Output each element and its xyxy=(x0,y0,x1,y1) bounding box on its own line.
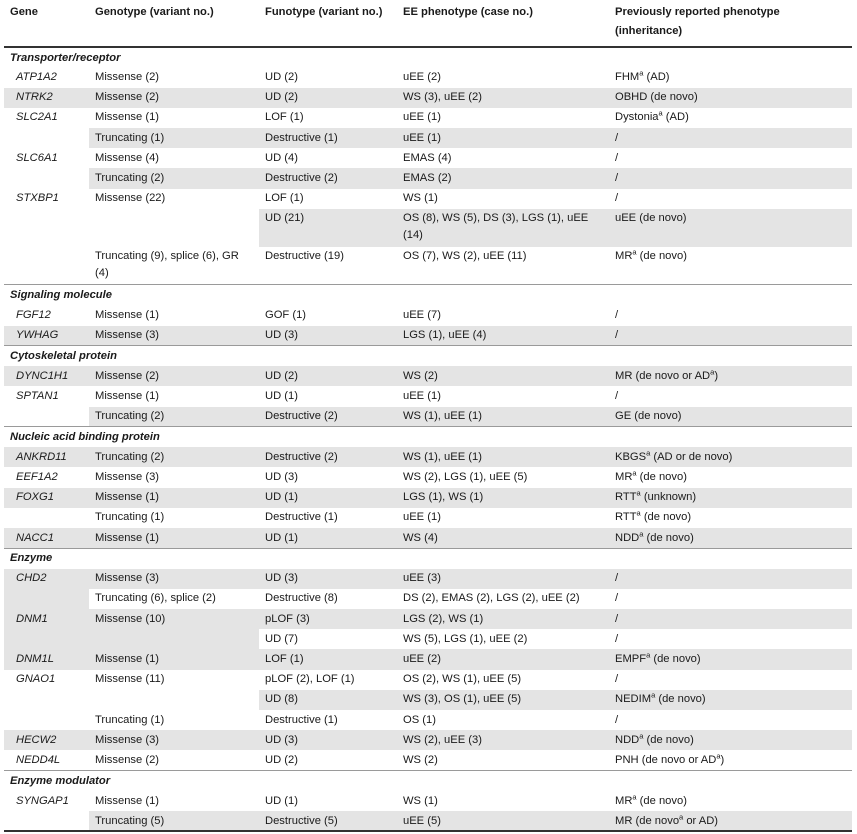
gene-cell: HECW2 xyxy=(4,730,89,750)
gene-cell: EEF1A2 xyxy=(4,467,89,487)
phenotype-text: / xyxy=(615,192,619,205)
table-row xyxy=(4,467,852,487)
genotype-cell: Missense (10) xyxy=(89,609,259,629)
footnote-marker: a xyxy=(632,791,637,801)
phenotype-text: NEDIM xyxy=(615,693,652,706)
genotype-cell: Truncating (2) xyxy=(89,407,259,427)
ee-phenotype-cell: OS (8), WS (5), DS (3), LGS (1), uEE (14) xyxy=(397,209,609,247)
header-row xyxy=(4,0,852,47)
previous-phenotype-cell xyxy=(609,326,852,346)
table-row xyxy=(4,68,852,88)
table-row xyxy=(4,811,852,831)
funotype-cell: Destructive (2) xyxy=(259,447,397,467)
phenotype-text: NDD xyxy=(615,531,640,544)
phenotype-text: KBGS xyxy=(615,450,647,463)
gene-cell: STXBP1 xyxy=(4,189,89,209)
footnote-marker: a xyxy=(636,508,641,518)
ee-phenotype-cell: uEE (1) xyxy=(397,108,609,128)
funotype-cell: UD (1) xyxy=(259,386,397,406)
ee-phenotype-cell: uEE (1) xyxy=(397,386,609,406)
phenotype-text: Dystonia xyxy=(615,111,659,124)
table-row xyxy=(4,366,852,386)
table-row xyxy=(4,386,852,406)
previous-phenotype-cell xyxy=(609,649,852,669)
gene-cell xyxy=(4,209,89,247)
genotype-cell: Missense (3) xyxy=(89,730,259,750)
phenotype-text: / xyxy=(615,131,619,144)
phenotype-text: (de novo) xyxy=(640,511,692,524)
funotype-cell: UD (2) xyxy=(259,366,397,386)
genotype-cell: Missense (2) xyxy=(89,88,259,108)
genotype-cell: Truncating (9), splice (6), GR (4) xyxy=(89,247,259,285)
previous-phenotype-cell xyxy=(609,88,852,108)
footnote-marker: a xyxy=(651,690,656,700)
table-row xyxy=(4,690,852,710)
phenotype-text: (AD) xyxy=(643,71,670,84)
previous-phenotype-cell xyxy=(609,710,852,730)
table-row xyxy=(4,629,852,649)
phenotype-text: (de novo) xyxy=(650,653,701,666)
phenotype-text: / xyxy=(615,172,619,185)
previous-phenotype-cell xyxy=(609,189,852,209)
previous-phenotype-cell xyxy=(609,148,852,168)
genotype-cell: Truncating (1) xyxy=(89,128,259,148)
funotype-cell: Destructive (1) xyxy=(259,508,397,528)
gene-cell: NTRK2 xyxy=(4,88,89,108)
phenotype-text: / xyxy=(615,329,619,342)
ee-phenotype-cell: WS (1), uEE (1) xyxy=(397,407,609,427)
phenotype-text: / xyxy=(615,151,619,164)
genotype-cell: Missense (22) xyxy=(89,189,259,209)
ee-phenotype-cell: WS (5), LGS (1), uEE (2) xyxy=(397,629,609,649)
table-row xyxy=(4,247,852,285)
ee-phenotype-cell: uEE (1) xyxy=(397,508,609,528)
phenotype-text: GE (de novo) xyxy=(615,410,682,423)
header-ee-phenotype: EE phenotype (case no.) xyxy=(397,0,609,47)
gene-cell xyxy=(4,589,89,609)
table-row xyxy=(4,407,852,427)
gene-cell: CHD2 xyxy=(4,569,89,589)
genotype-cell: Missense (1) xyxy=(89,108,259,128)
footnote-marker: a xyxy=(639,68,644,78)
phenotype-text: (de novo) xyxy=(655,693,706,706)
ee-phenotype-cell: OS (7), WS (2), uEE (11) xyxy=(397,247,609,285)
gene-cell xyxy=(4,690,89,710)
phenotype-text: ) xyxy=(720,753,725,766)
table-header xyxy=(4,0,852,47)
table-row xyxy=(4,710,852,730)
genotype-cell: Missense (1) xyxy=(89,488,259,508)
funotype-cell: UD (8) xyxy=(259,690,397,710)
footnote-marker: a xyxy=(710,367,715,377)
phenotype-table xyxy=(4,0,852,832)
ee-phenotype-cell: uEE (5) xyxy=(397,811,609,831)
funotype-cell: UD (3) xyxy=(259,569,397,589)
footnote-marker: a xyxy=(646,448,651,458)
funotype-cell: UD (1) xyxy=(259,488,397,508)
funotype-cell: LOF (1) xyxy=(259,649,397,669)
gene-cell: DNM1L xyxy=(4,649,89,669)
funotype-cell: Destructive (5) xyxy=(259,811,397,831)
category-label: Signaling molecule xyxy=(4,285,852,306)
previous-phenotype-cell xyxy=(609,811,852,831)
table-row xyxy=(4,589,852,609)
gene-cell: YWHAG xyxy=(4,326,89,346)
phenotype-text: MR (de novo or AD xyxy=(615,369,711,382)
gene-cell: SYNGAP1 xyxy=(4,791,89,811)
gene-cell: SLC6A1 xyxy=(4,148,89,168)
gene-cell xyxy=(4,629,89,649)
phenotype-text: or AD) xyxy=(683,814,719,827)
previous-phenotype-cell xyxy=(609,670,852,690)
previous-phenotype-cell xyxy=(609,569,852,589)
funotype-cell: UD (1) xyxy=(259,528,397,548)
funotype-cell: UD (3) xyxy=(259,326,397,346)
genotype-cell: Missense (1) xyxy=(89,528,259,548)
footnote-marker: a xyxy=(639,731,644,741)
funotype-cell: UD (4) xyxy=(259,148,397,168)
ee-phenotype-cell: LGS (2), WS (1) xyxy=(397,609,609,629)
footnote-marker: a xyxy=(646,650,651,660)
funotype-cell: UD (2) xyxy=(259,750,397,770)
funotype-cell: Destructive (2) xyxy=(259,168,397,188)
genotype-cell xyxy=(89,629,259,649)
gene-cell: NACC1 xyxy=(4,528,89,548)
genotype-cell: Missense (2) xyxy=(89,750,259,770)
gene-cell xyxy=(4,407,89,427)
table-row xyxy=(4,730,852,750)
gene-cell xyxy=(4,168,89,188)
previous-phenotype-cell xyxy=(609,589,852,609)
phenotype-text: OBHD (de novo) xyxy=(615,91,698,104)
category-label: Enzyme modulator xyxy=(4,771,852,792)
footnote-marker: a xyxy=(632,468,637,478)
previous-phenotype-cell xyxy=(609,108,852,128)
ee-phenotype-cell: LGS (1), WS (1) xyxy=(397,488,609,508)
footnote-marker: a xyxy=(636,488,641,498)
previous-phenotype-cell xyxy=(609,528,852,548)
gene-cell: SPTAN1 xyxy=(4,386,89,406)
category-row xyxy=(4,548,852,569)
ee-phenotype-cell: OS (1) xyxy=(397,710,609,730)
footnote-marker: a xyxy=(639,528,644,538)
phenotype-text: NDD xyxy=(615,733,640,746)
genotype-cell: Missense (2) xyxy=(89,68,259,88)
previous-phenotype-cell xyxy=(609,730,852,750)
category-row xyxy=(4,285,852,306)
ee-phenotype-cell: WS (2), LGS (1), uEE (5) xyxy=(397,467,609,487)
genotype-cell: Truncating (5) xyxy=(89,811,259,831)
header-gene: Gene xyxy=(4,0,89,47)
ee-phenotype-cell: EMAS (4) xyxy=(397,148,609,168)
phenotype-text: FHM xyxy=(615,71,640,84)
funotype-cell: GOF (1) xyxy=(259,305,397,325)
genotype-cell: Missense (3) xyxy=(89,569,259,589)
previous-phenotype-cell xyxy=(609,386,852,406)
phenotype-text: ) xyxy=(714,369,719,382)
phenotype-text: / xyxy=(615,572,619,585)
ee-phenotype-cell: WS (2) xyxy=(397,366,609,386)
genotype-cell: Missense (1) xyxy=(89,791,259,811)
phenotype-text: (de novo) xyxy=(643,531,694,544)
phenotype-text: RTT xyxy=(615,491,637,504)
phenotype-text: RTT xyxy=(615,511,637,524)
previous-phenotype-cell xyxy=(609,305,852,325)
table-row xyxy=(4,569,852,589)
table-row xyxy=(4,148,852,168)
phenotype-text: (AD) xyxy=(662,111,689,124)
ee-phenotype-cell: uEE (3) xyxy=(397,569,609,589)
funotype-cell: UD (1) xyxy=(259,791,397,811)
ee-phenotype-cell: uEE (2) xyxy=(397,68,609,88)
previous-phenotype-cell xyxy=(609,366,852,386)
phenotype-text: / xyxy=(615,389,619,402)
genotype-cell: Missense (1) xyxy=(89,386,259,406)
genotype-cell: Truncating (6), splice (2) xyxy=(89,589,259,609)
genotype-cell xyxy=(89,209,259,247)
ee-phenotype-cell: WS (3), OS (1), uEE (5) xyxy=(397,690,609,710)
table-row xyxy=(4,670,852,690)
category-row xyxy=(4,771,852,792)
previous-phenotype-cell xyxy=(609,247,852,285)
previous-phenotype-cell xyxy=(609,168,852,188)
previous-phenotype-cell xyxy=(609,467,852,487)
phenotype-text: / xyxy=(615,592,619,605)
table-row xyxy=(4,791,852,811)
funotype-cell: Destructive (2) xyxy=(259,407,397,427)
table-row xyxy=(4,108,852,128)
category-label: Enzyme xyxy=(4,548,852,569)
funotype-cell: UD (7) xyxy=(259,629,397,649)
table-row xyxy=(4,609,852,629)
funotype-cell: LOF (1) xyxy=(259,189,397,209)
gene-cell: DYNC1H1 xyxy=(4,366,89,386)
ee-phenotype-cell: LGS (1), uEE (4) xyxy=(397,326,609,346)
funotype-cell: pLOF (2), LOF (1) xyxy=(259,670,397,690)
table-row xyxy=(4,326,852,346)
ee-phenotype-cell: uEE (7) xyxy=(397,305,609,325)
gene-cell: ANKRD11 xyxy=(4,447,89,467)
genotype-cell: Truncating (1) xyxy=(89,710,259,730)
ee-phenotype-cell: WS (2) xyxy=(397,750,609,770)
gene-cell: DNM1 xyxy=(4,609,89,629)
genotype-cell: Truncating (1) xyxy=(89,508,259,528)
previous-phenotype-cell xyxy=(609,508,852,528)
phenotype-text: uEE (de novo) xyxy=(615,212,687,225)
footnote-marker: a xyxy=(632,247,637,257)
genotype-cell: Missense (1) xyxy=(89,649,259,669)
previous-phenotype-cell xyxy=(609,407,852,427)
category-row xyxy=(4,427,852,448)
gene-cell xyxy=(4,128,89,148)
funotype-cell: Destructive (1) xyxy=(259,128,397,148)
phenotype-text: MR (de novo xyxy=(615,814,680,827)
phenotype-text: MR xyxy=(615,471,633,484)
funotype-cell: Destructive (1) xyxy=(259,710,397,730)
funotype-cell: Destructive (19) xyxy=(259,247,397,285)
phenotype-text: / xyxy=(615,308,619,321)
phenotype-text: / xyxy=(615,673,619,686)
table-row xyxy=(4,88,852,108)
genotype-cell: Missense (11) xyxy=(89,670,259,690)
header-funotype: Funotype (variant no.) xyxy=(259,0,397,47)
gene-cell: NEDD4L xyxy=(4,750,89,770)
ee-phenotype-cell: WS (2), uEE (3) xyxy=(397,730,609,750)
gene-cell: FGF12 xyxy=(4,305,89,325)
category-label: Cytoskeletal protein xyxy=(4,346,852,367)
genotype-cell: Truncating (2) xyxy=(89,447,259,467)
genotype-cell: Missense (4) xyxy=(89,148,259,168)
ee-phenotype-cell: WS (1) xyxy=(397,791,609,811)
table-row xyxy=(4,209,852,247)
footnote-marker: a xyxy=(679,812,684,822)
footnote-marker: a xyxy=(716,751,721,761)
table-row xyxy=(4,488,852,508)
phenotype-text: / xyxy=(615,612,619,625)
header-genotype: Genotype (variant no.) xyxy=(89,0,259,47)
previous-phenotype-cell xyxy=(609,68,852,88)
previous-phenotype-cell xyxy=(609,609,852,629)
phenotype-text: MR xyxy=(615,250,633,263)
ee-phenotype-cell: DS (2), EMAS (2), LGS (2), uEE (2) xyxy=(397,589,609,609)
table-row xyxy=(4,189,852,209)
phenotype-text: (AD or de novo) xyxy=(650,450,733,463)
previous-phenotype-cell xyxy=(609,209,852,247)
funotype-cell: Destructive (8) xyxy=(259,589,397,609)
footnote-marker: a xyxy=(658,108,663,118)
table-row xyxy=(4,528,852,548)
funotype-cell: UD (2) xyxy=(259,68,397,88)
category-row xyxy=(4,47,852,68)
category-label: Nucleic acid binding protein xyxy=(4,427,852,448)
ee-phenotype-cell: WS (3), uEE (2) xyxy=(397,88,609,108)
gene-cell xyxy=(4,247,89,285)
table-row xyxy=(4,447,852,467)
genotype-cell: Missense (2) xyxy=(89,366,259,386)
gene-cell xyxy=(4,811,89,831)
gene-cell xyxy=(4,710,89,730)
phenotype-text: (de novo) xyxy=(636,471,687,484)
category-label: Transporter/receptor xyxy=(4,47,852,68)
phenotype-text: (de novo) xyxy=(636,794,687,807)
ee-phenotype-cell: OS (2), WS (1), uEE (5) xyxy=(397,670,609,690)
phenotype-text: MR xyxy=(615,794,633,807)
phenotype-text: / xyxy=(615,713,619,726)
funotype-cell: UD (3) xyxy=(259,467,397,487)
previous-phenotype-cell xyxy=(609,629,852,649)
funotype-cell: UD (3) xyxy=(259,730,397,750)
previous-phenotype-cell xyxy=(609,447,852,467)
ee-phenotype-cell: WS (4) xyxy=(397,528,609,548)
previous-phenotype-cell xyxy=(609,488,852,508)
phenotype-text: (de novo) xyxy=(643,733,694,746)
ee-phenotype-cell: uEE (1) xyxy=(397,128,609,148)
previous-phenotype-cell xyxy=(609,128,852,148)
phenotype-text: (de novo) xyxy=(636,250,687,263)
table-row xyxy=(4,128,852,148)
gene-cell: ATP1A2 xyxy=(4,68,89,88)
table-row xyxy=(4,508,852,528)
previous-phenotype-cell xyxy=(609,791,852,811)
gene-cell xyxy=(4,508,89,528)
table-row xyxy=(4,649,852,669)
funotype-cell: LOF (1) xyxy=(259,108,397,128)
funotype-cell: UD (21) xyxy=(259,209,397,247)
gene-cell: FOXG1 xyxy=(4,488,89,508)
ee-phenotype-cell: EMAS (2) xyxy=(397,168,609,188)
previous-phenotype-cell xyxy=(609,690,852,710)
funotype-cell: UD (2) xyxy=(259,88,397,108)
genotype-cell: Missense (3) xyxy=(89,326,259,346)
ee-phenotype-cell: WS (1) xyxy=(397,189,609,209)
gene-cell: SLC2A1 xyxy=(4,108,89,128)
phenotype-text: EMPF xyxy=(615,653,647,666)
table-row xyxy=(4,305,852,325)
funotype-cell: pLOF (3) xyxy=(259,609,397,629)
header-previous-phenotype: Previously reported phenotype (inheritance) xyxy=(609,0,852,47)
ee-phenotype-cell: uEE (2) xyxy=(397,649,609,669)
phenotype-text: / xyxy=(615,632,619,645)
gene-cell: GNAO1 xyxy=(4,670,89,690)
genotype-cell: Truncating (2) xyxy=(89,168,259,188)
ee-phenotype-cell: WS (1), uEE (1) xyxy=(397,447,609,467)
phenotype-text: PNH (de novo or AD xyxy=(615,753,717,766)
genotype-cell: Missense (3) xyxy=(89,467,259,487)
previous-phenotype-cell xyxy=(609,750,852,770)
category-row xyxy=(4,346,852,367)
genotype-cell: Missense (1) xyxy=(89,305,259,325)
genotype-cell xyxy=(89,690,259,710)
phenotype-text: (unknown) xyxy=(640,491,697,504)
table-body xyxy=(4,47,852,831)
table-row xyxy=(4,168,852,188)
table-row xyxy=(4,750,852,770)
